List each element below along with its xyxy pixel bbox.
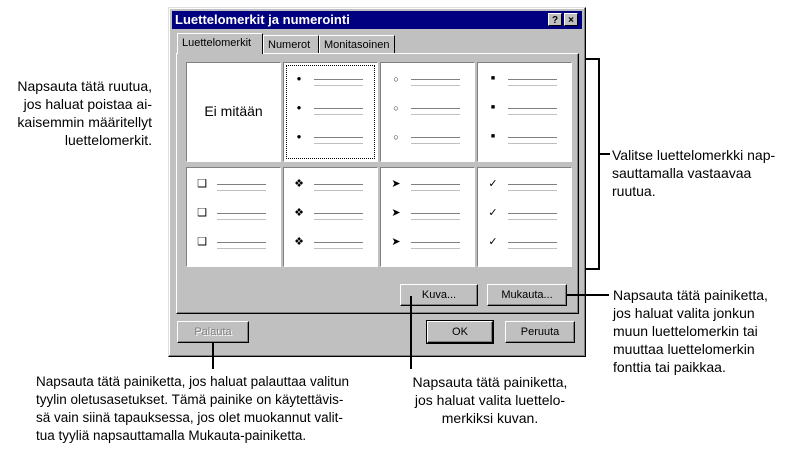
callout-select-bullet: Valitse luettelomerkki nap- sauttamalla vastaavaa ruutua. — [612, 147, 776, 199]
filled-dot-icon: ● — [296, 74, 302, 83]
dialog-title: Luettelomerkit ja numerointi — [175, 12, 350, 27]
tab-bullets[interactable]: Luettelomerkit — [177, 33, 263, 54]
tab-multilevel[interactable]: Monitasoinen — [319, 35, 395, 53]
checkmark-icon: ✓ — [488, 207, 498, 219]
filled-dot-icon: ● — [296, 132, 302, 141]
bullet-style-small-square[interactable] — [477, 62, 572, 162]
small-square-icon: ■ — [490, 75, 496, 82]
diamond-cross-icon: ❖ — [294, 236, 304, 248]
ok-button[interactable]: OK — [427, 321, 493, 343]
checkmark-icon: ✓ — [488, 236, 498, 248]
tab-numbers[interactable]: Numerot — [263, 35, 319, 53]
callout-none-box: Napsauta tätä ruutua, jos haluat poistaa ai- kaisemmin määritellyt luettelomerkit. — [17, 78, 152, 148]
callout-picture: Napsauta tätä painiketta, jos haluat valita luettelo- merkiksi kuvan. — [412, 374, 568, 426]
callout-reset: Napsauta tätä painiketta, jos haluat palauttaa valitun tyylin oletusasetukset. Tämä painike on käytettävis- sä vain siinä tapauksessa, jos olet muokannut valit- tua tyyliä napsauttamalla Mukauta-painiketta. — [36, 374, 349, 443]
title-bar — [172, 11, 582, 29]
none-label: Ei mitään — [204, 103, 263, 119]
hollow-square-icon: ❑ — [197, 236, 207, 248]
diamond-cross-icon: ❖ — [294, 178, 304, 190]
filled-dot-icon: ● — [296, 103, 302, 112]
arrowhead-icon: ➤ — [391, 178, 401, 190]
checkmark-icon: ✓ — [488, 178, 498, 190]
customize-button[interactable]: Mukauta... — [487, 284, 567, 306]
hollow-square-icon: ❑ — [197, 178, 207, 190]
bullet-style-filled-dot[interactable] — [283, 62, 378, 162]
bullet-style-none[interactable] — [186, 62, 281, 162]
picture-leader — [410, 296, 412, 369]
diamond-cross-icon: ❖ — [294, 207, 304, 219]
bracket-leader — [600, 153, 610, 155]
bullet-style-hollow-dot[interactable] — [380, 62, 475, 162]
reset-button[interactable]: Palauta — [177, 321, 249, 343]
bullet-style-diamond-cross[interactable] — [283, 167, 378, 267]
small-square-icon: ■ — [490, 133, 496, 140]
bullet-style-arrowhead[interactable] — [380, 167, 475, 267]
callout-customize: Napsauta tätä painiketta, jos haluat valita jonkun muun luettelomerkin tai muuttaa luettelomerkin fonttia tai paikkaa. — [613, 287, 768, 375]
picture-button[interactable]: Kuva... — [400, 284, 478, 306]
customize-leader — [567, 294, 609, 296]
help-icon[interactable]: ? — [548, 13, 562, 26]
arrowhead-icon: ➤ — [391, 207, 401, 219]
bullet-style-checkmark[interactable] — [477, 167, 572, 267]
reset-leader — [212, 343, 214, 369]
bullet-style-hollow-square[interactable] — [186, 167, 281, 267]
hollow-dot-icon: ○ — [393, 103, 399, 113]
arrowhead-icon: ➤ — [391, 236, 401, 248]
cancel-button[interactable]: Peruuta — [505, 321, 575, 343]
bracket-bottom — [586, 268, 600, 270]
hollow-dot-icon: ○ — [393, 132, 399, 142]
hollow-dot-icon: ○ — [393, 74, 399, 84]
bracket-vertical — [598, 58, 600, 270]
close-icon[interactable]: × — [564, 13, 578, 26]
hollow-square-icon: ❑ — [197, 207, 207, 219]
small-square-icon: ■ — [490, 104, 496, 111]
